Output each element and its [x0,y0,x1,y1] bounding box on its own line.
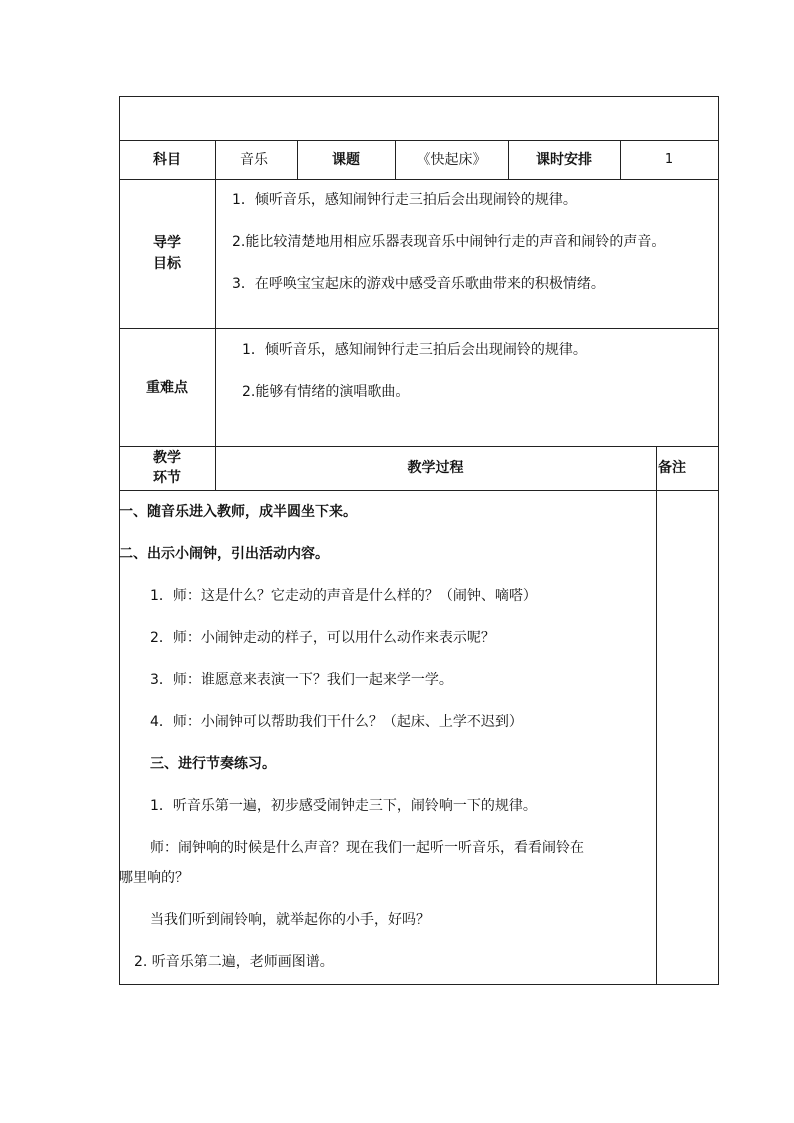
process-step-3-question-line2: 哪里响的？ [119,870,189,886]
table-top-border [119,96,719,97]
process-step-2-item-3: 3．师：谁愿意来表演一下？我们一起来学一学。 [150,672,453,688]
process-label: 教学过程 [407,460,464,476]
process-step-3-question-line1: 师：闹钟响的时候是什么声音？现在我们一起听一听音乐，看看闹铃在 [150,840,584,856]
notes-column-border [656,446,657,985]
process-step-3: 三、进行节奏练习。 [150,756,276,772]
stage-label-line2: 环节 [153,470,181,486]
objective-item-1: 1．倾听音乐，感知闹钟行走三拍后会出现闹铃的规律。 [232,192,577,208]
process-step-1: 一、随音乐进入教师，成半圆坐下来。 [119,504,357,520]
stage-label-line1: 教学 [153,450,181,466]
table-bottom-border [119,984,719,985]
process-step-2-item-1: 1．师：这是什么？它走动的声音是什么样的？（闹钟、嘀嗒） [150,588,537,604]
keypoints-row-bottom-border [119,446,719,447]
label-column-border [215,140,216,491]
topic-label: 课题 [332,152,360,168]
subject-value: 音乐 [240,152,268,168]
objectives-label-line2: 目标 [153,256,181,272]
period-value: 1 [664,152,674,167]
process-step-2: 二、出示小闹钟，引出活动内容。 [119,546,329,562]
objectives-row-bottom-border [119,328,719,329]
process-step-3-item-1: 1．听音乐第一遍，初步感受闹钟走三下，闹铃响一下的规律。 [150,798,537,814]
header-row-bottom-border [119,179,719,180]
process-step-2-item-2: 2．师：小闹钟走动的样子，可以用什么动作来表示呢？ [150,630,495,646]
process-step-2-item-4: 4．师：小闹钟可以帮助我们干什么？（起床、上学不迟到） [150,714,523,730]
process-step-3-item-2: 2. 听音乐第二遍，老师画图谱。 [134,954,334,970]
period-label: 课时安排 [536,152,592,168]
title-row-bottom-border [119,140,719,141]
keypoint-item-2: 2.能够有情绪的演唱歌曲。 [242,384,410,400]
table-left-border [119,96,120,985]
keypoints-label: 重难点 [146,380,188,396]
objective-item-3: 3．在呼唤宝宝起床的游戏中感受音乐歌曲带来的积极情绪。 [232,276,605,292]
notes-label: 备注 [658,460,686,476]
topic-value: 《快起床》 [416,152,487,168]
objective-item-2: 2.能比较清楚地用相应乐器表现音乐中闹钟行走的声音和闹铃的声音。 [232,234,666,250]
process-header-bottom-border [119,490,719,491]
subject-label: 科目 [153,152,181,168]
objectives-label-line1: 导学 [153,235,181,251]
process-step-3-hint: 当我们听到闹铃响，就举起你的小手，好吗？ [150,912,430,928]
table-right-border [718,96,719,985]
keypoint-item-1: 1．倾听音乐，感知闹钟行走三拍后会出现闹铃的规律。 [242,342,587,358]
